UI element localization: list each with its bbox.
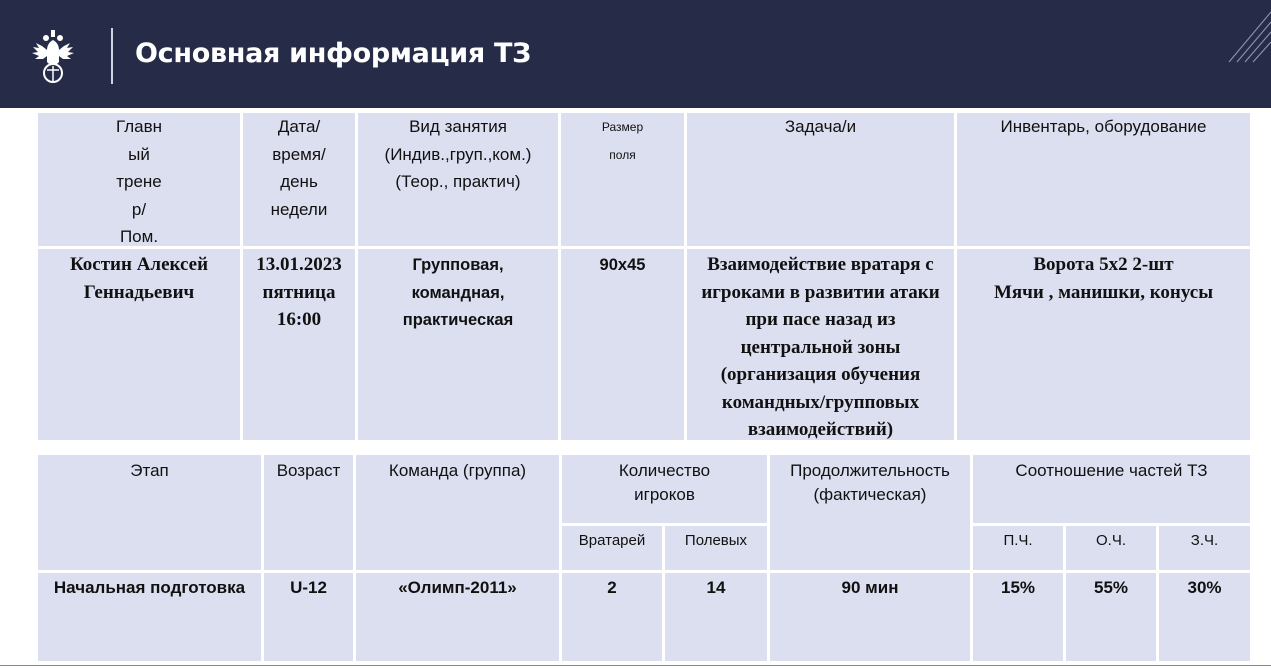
header-pch: П.Ч. (973, 526, 1063, 570)
cell-session-type: Групповая, командная, практическая (358, 249, 558, 440)
header-duration: Продолжительность (фактическая) (770, 455, 970, 570)
cell-field-size: 90х45 (561, 249, 684, 440)
cell-fielders: 14 (665, 573, 767, 661)
header-players-count: Количество игроков (562, 455, 767, 523)
cell-zch: 30% (1159, 573, 1250, 661)
cell-trainer: Костин Алексей Геннадьевич (38, 249, 240, 440)
header-parts-ratio: Соотношение частей ТЗ (973, 455, 1250, 523)
header-datetime: Дата/ время/ день недели (243, 113, 355, 246)
header-stage: Этап (38, 455, 261, 570)
cell-team: «Олимп-2011» (356, 573, 559, 661)
cell-och: 55% (1066, 573, 1156, 661)
header-divider (111, 28, 113, 84)
bottom-divider (0, 665, 1271, 666)
header-field-size: Размер поля (561, 113, 684, 246)
cell-duration: 90 мин (770, 573, 970, 661)
header-team: Команда (группа) (356, 455, 559, 570)
cell-pch: 15% (973, 573, 1063, 661)
header-och: О.Ч. (1066, 526, 1156, 570)
slide-header (0, 0, 1271, 108)
header-equipment: Инвентарь, оборудование (957, 113, 1250, 246)
decorative-stripes (1211, 0, 1271, 108)
cell-equipment: Ворота 5х2 2-шт Мячи , манишки, конусы (957, 249, 1250, 440)
header-goalkeepers: Вратарей (562, 526, 662, 570)
cell-goalkeepers: 2 (562, 573, 662, 661)
header-age: Возраст (264, 455, 353, 570)
cell-age: U-12 (264, 573, 353, 661)
double-headed-eagle-icon (30, 26, 76, 84)
header-zch: З.Ч. (1159, 526, 1250, 570)
page-title: Основная информация ТЗ (135, 38, 532, 69)
header-trainer: Главн ый трене р/ Пом. (38, 113, 240, 246)
cell-stage: Начальная подготовка (38, 573, 261, 661)
header-fielders: Полевых (665, 526, 767, 570)
header-task: Задача/и (687, 113, 954, 246)
cell-task: Взаимодействие вратаря с игроками в развитии атаки при пасе назад из центральной зоны (организация обучения командных/групповых взаимодействий) (687, 249, 954, 440)
header-session-type: Вид занятия (Индив.,груп.,ком.) (Теор., практич) (358, 113, 558, 246)
cell-datetime: 13.01.2023 пятница 16:00 (243, 249, 355, 440)
